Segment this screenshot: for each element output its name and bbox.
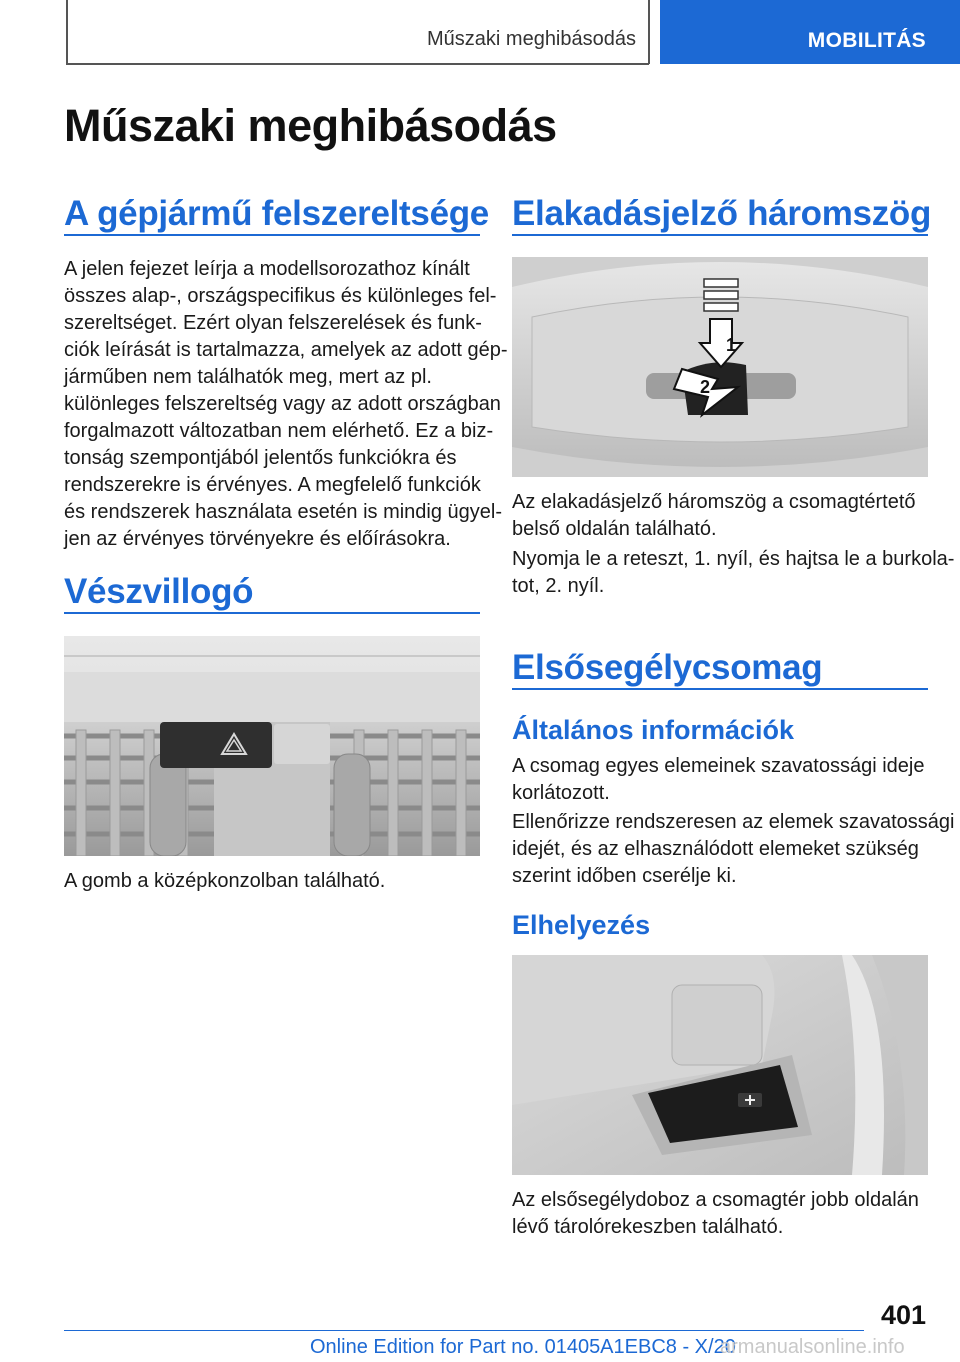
heading-hazard-rule bbox=[64, 612, 480, 614]
heading-equipment-rule bbox=[64, 234, 480, 236]
page-title: Műszaki meghibásodás bbox=[64, 100, 557, 151]
header-section-title: Műszaki meghibásodás bbox=[427, 28, 636, 50]
text-line: belső oldalán található. bbox=[512, 518, 717, 540]
hazard-caption bbox=[64, 868, 385, 895]
heading-location: Elhelyezés bbox=[512, 910, 651, 940]
text-line: lévő tárolórekeszben található. bbox=[512, 1216, 784, 1238]
text-line: ciók leírását is tartalmazza, amelyek az adott gép‐ bbox=[64, 339, 508, 361]
text-line: Az elakadásjelző háromszög a csomagtértető bbox=[512, 491, 916, 513]
footer-edition-text: Online Edition for Part no. 01405A1EBC8 - X/20 bbox=[310, 1336, 736, 1358]
text-line: A jelen fejezet leírja a modellsorozathoz kínált bbox=[64, 258, 470, 280]
header-chapter-label: MOBILITÁS bbox=[807, 29, 926, 52]
text-line: rendszerekre is érvényes. A megfelelő funkciók bbox=[64, 474, 481, 496]
heading-warning-triangle-rule bbox=[512, 234, 928, 236]
general-info-paragraph bbox=[512, 753, 924, 807]
heading-equipment: A gépjármű felszereltsége bbox=[64, 194, 489, 233]
expiry-check-paragraph bbox=[512, 809, 954, 890]
text-line: szerint időben cserélje ki. bbox=[512, 865, 737, 887]
heading-first-aid: Elsősegélycsomag bbox=[512, 648, 823, 687]
equipment-paragraph bbox=[64, 256, 508, 553]
text-line: idejét, és az elhasználódott elemeket szükség bbox=[512, 838, 919, 860]
text-line: A gomb a középkonzolban található. bbox=[64, 870, 386, 892]
text-line: jen az érvényes törvényekre és előírásokra. bbox=[64, 528, 451, 550]
header-left-border bbox=[66, 0, 68, 64]
text-line: járműben nem találhatók meg, mert az pl. bbox=[64, 366, 432, 388]
page-number: 401 bbox=[880, 1300, 926, 1330]
text-line: összes alap-, országspecifikus és különleges fel‐ bbox=[64, 285, 497, 307]
text-line: és rendszerek használata esetén is mindig ügyel‐ bbox=[64, 501, 503, 523]
triangle-instructions-paragraph bbox=[512, 546, 954, 600]
text-line: szereltséget. Ezért olyan felszerelések és funk‐ bbox=[64, 312, 482, 334]
heading-first-aid-rule bbox=[512, 688, 928, 690]
callout-2: 2 bbox=[700, 377, 711, 397]
first-aid-compartment-photo bbox=[512, 955, 928, 1175]
watermark: armanualsonline.info bbox=[720, 1336, 905, 1358]
header-chapter-tab[interactable] bbox=[660, 0, 960, 64]
warning-triangle-photo bbox=[512, 257, 928, 477]
text-line: tonság szempontjából jelentős funkciókra és bbox=[64, 447, 457, 469]
text-line: Az elsősegélydoboz a csomagtér jobb oldalán bbox=[512, 1189, 919, 1211]
heading-general-info: Általános információk bbox=[512, 715, 795, 745]
heading-warning-triangle: Elakadásjelző háromszög bbox=[512, 194, 932, 233]
header-bottom-border bbox=[66, 63, 649, 65]
text-line: forgalmazott változatban nem elérhető. Ez a biz‐ bbox=[64, 420, 494, 442]
text-line: Nyomja le a reteszt, 1. nyíl, és hajtsa le a burkola‐ bbox=[512, 548, 955, 570]
footer-rule bbox=[64, 1330, 864, 1331]
text-line: Ellenőrizze rendszeresen az elemek szavatossági bbox=[512, 811, 955, 833]
triangle-location-paragraph bbox=[512, 489, 916, 543]
text-line: A csomag egyes elemeinek szavatossági ideje bbox=[512, 755, 925, 777]
heading-hazard: Vészvillogó bbox=[64, 572, 254, 611]
header-right-border bbox=[648, 0, 650, 64]
text-line: különleges felszereltség vagy az adott országban bbox=[64, 393, 501, 415]
hazard-button-photo bbox=[64, 636, 480, 856]
first-aid-location-caption bbox=[512, 1187, 919, 1241]
callout-1: 1 bbox=[726, 335, 737, 355]
text-line: tot, 2. nyíl. bbox=[512, 575, 605, 597]
text-line: korlátozott. bbox=[512, 782, 610, 804]
